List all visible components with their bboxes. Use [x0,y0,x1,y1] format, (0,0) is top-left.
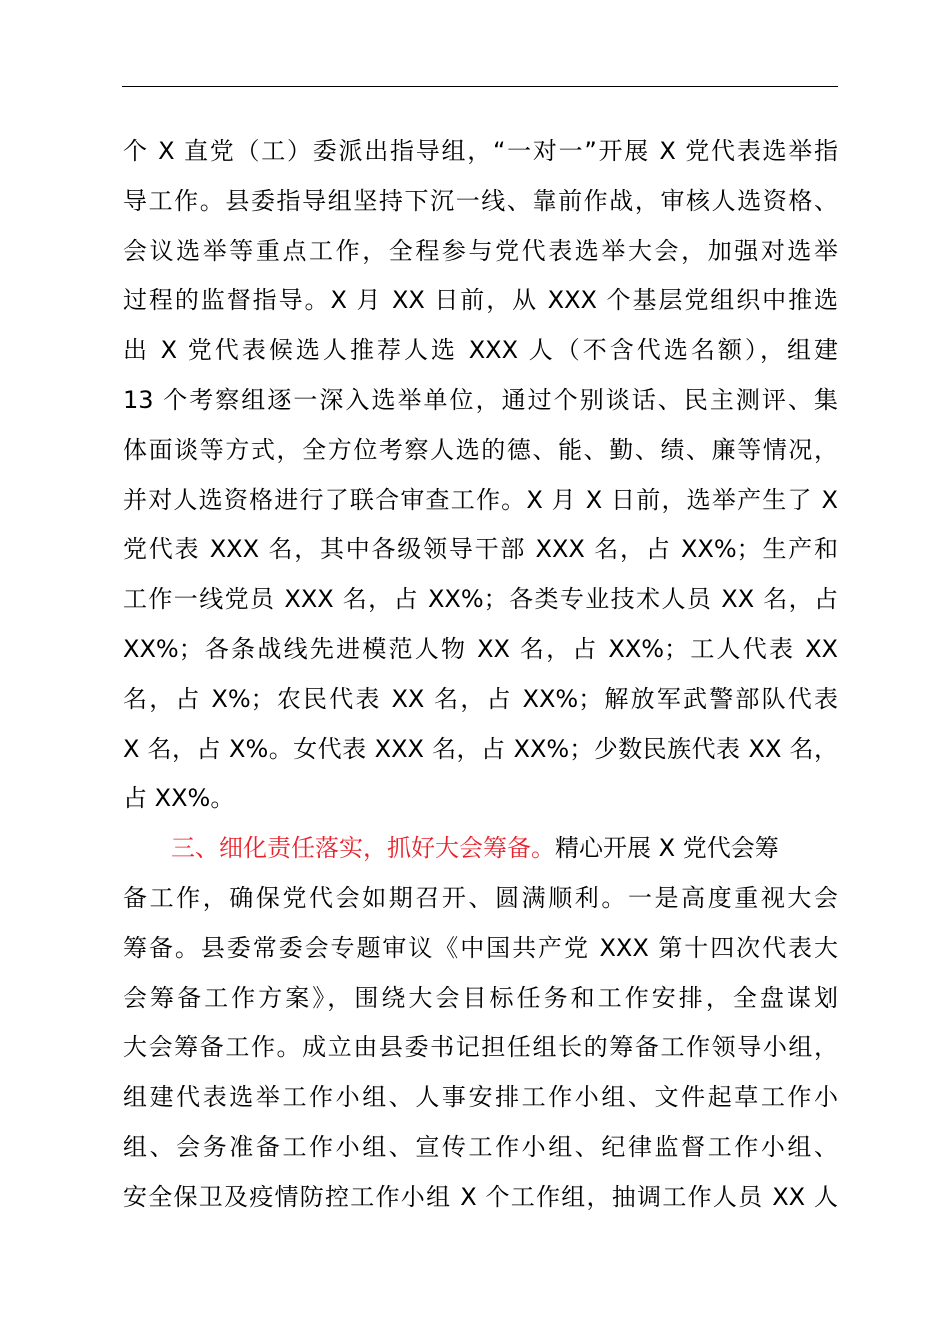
text-line: 组建代表选举工作小组、人事安排工作小组、文件起草工作小 [123,1083,838,1112]
text-line: 工作一线党员 XXX 名，占 XX%；各类专业技术人员 XX 名，占 [123,585,838,614]
text-line: 占 XX%。 [123,784,235,813]
text-line: 安全保卫及疫情防控工作小组 X 个工作组，抽调工作人员 XX 人 [123,1182,838,1211]
text-line: 出 X 党代表候选人推荐人选 XXX 人（不含代选名额），组建 [123,336,838,365]
text-line: XX%；各条战线先进模范人物 XX 名，占 XX%；工人代表 XX [123,634,838,663]
text-line: 体面谈等方式，全方位考察人选的德、能、勤、绩、廉等情况， [123,435,838,464]
text-line: 党代表 XXX 名，其中各级领导干部 XXX 名，占 XX%；生产和 [123,535,838,564]
header-rule [122,86,838,87]
text-line: 会议选举等重点工作，全程参与党代表选举大会，加强对选举 [123,236,838,265]
text-line: 个 X 直党（工）委派出指导组，“一对一”开展 X 党代表选举指 [123,137,838,165]
document-body [123,127,838,1223]
text-line: 大会筹备工作。成立由县委书记担任组长的筹备工作领导小组， [123,1033,838,1062]
text-line: 导工作。县委指导组坚持下沉一线、靠前作战，审核人选资格、 [123,186,838,215]
text-line: 备工作，确保党代会如期召开、圆满顺利。一是高度重视大会 [123,883,838,912]
section-heading: 三、细化责任落实，抓好大会筹备。 [171,834,555,863]
text-line: 会筹备工作方案》，围绕大会目标任务和工作安排，全盘谋划 [123,983,838,1012]
text-line: 名，占 X%；农民代表 XX 名，占 XX%；解放军武警部队代表 [123,684,838,713]
paragraph-2-first-line [123,824,838,874]
text-line: 并对人选资格进行了联合审查工作。X 月 X 日前，选举产生了 X [123,485,838,514]
text-line: 组、会务准备工作小组、宣传工作小组、纪律监督工作小组、 [123,1132,838,1161]
paragraph-1 [123,127,838,824]
text-line: 过程的监督指导。X 月 XX 日前，从 XXX 个基层党组织中推选 [123,286,838,315]
text-line: 筹备。县委常委会专题审议《中国共产党 XXX 第十四次代表大 [123,933,838,962]
text-line: 13 个考察组逐一深入选举单位，通过个别谈话、民主测评、集 [123,385,838,414]
text-line: X 名，占 X%。女代表 XXX 名，占 XX%；少数民族代表 XX 名， [123,734,838,763]
text-run: 精心开展 X 党代会筹 [555,834,779,863]
paragraph-2 [123,824,838,1222]
